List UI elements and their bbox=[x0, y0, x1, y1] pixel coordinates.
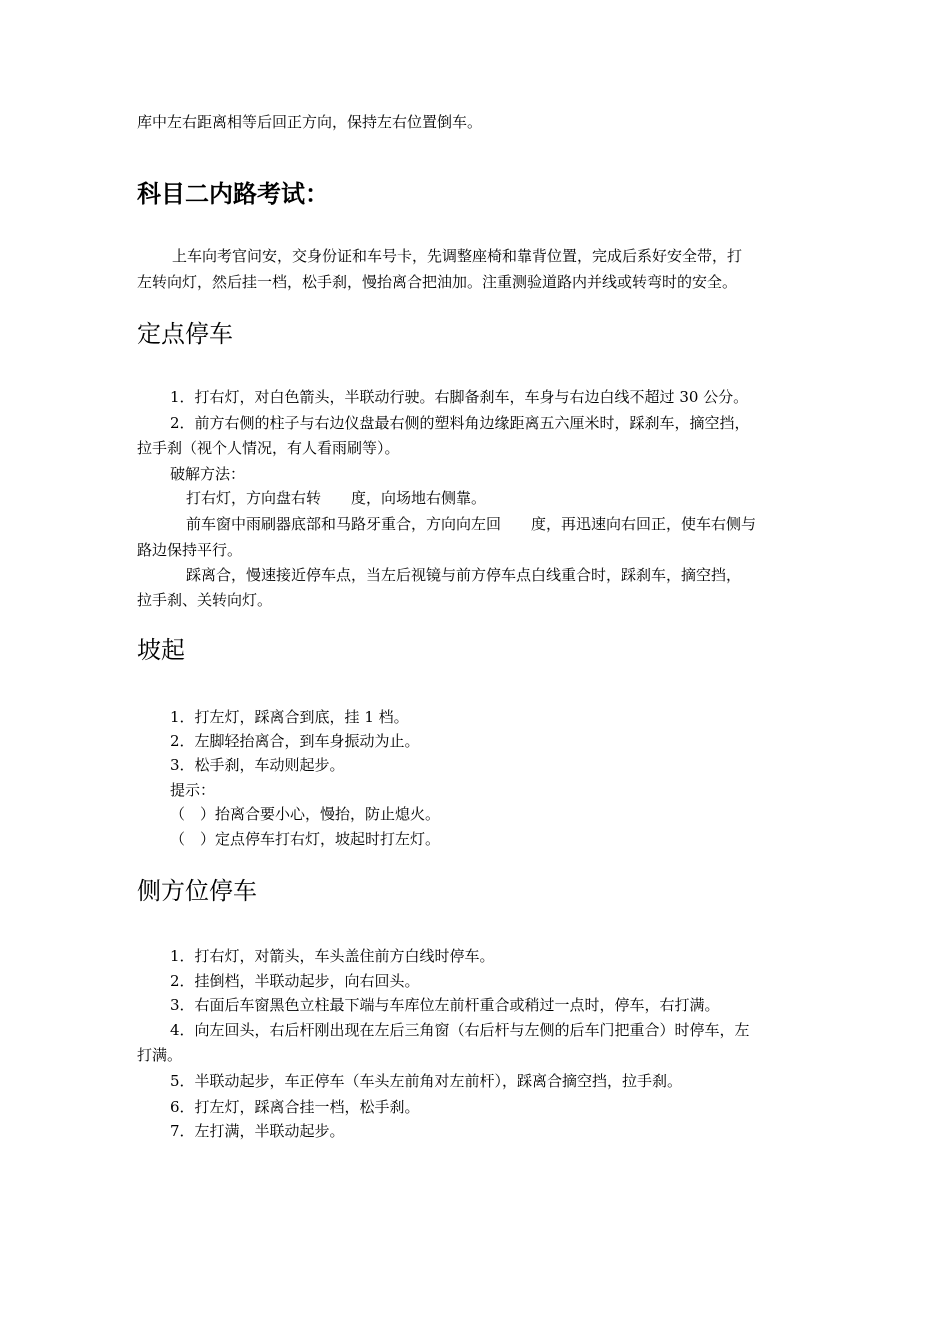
side-parking-item-4-line-1: 4．向左回头，右后杆刚出现在左后三角窗（右后杆与左侧的后车门把重合）时停车，左 bbox=[170, 1021, 750, 1039]
section-title-fixed-stop: 定点停车 bbox=[137, 320, 233, 348]
inner-road-paragraph-line-1: 上车向考官问安，交身份证和车号卡，先调整座椅和靠背位置，完成后系好安全带，打 bbox=[172, 247, 743, 265]
section-title-inner-road: 科目二内路考试： bbox=[137, 180, 329, 208]
fixed-stop-method-line-2b: 路边保持平行。 bbox=[137, 541, 243, 559]
hill-start-item-3: 3．松手刹，车动则起步。 bbox=[170, 756, 345, 774]
side-parking-item-1: 1．打右灯，对箭头，车头盖住前方白线时停车。 bbox=[170, 947, 495, 965]
side-parking-item-7: 7．左打满，半联动起步。 bbox=[170, 1122, 345, 1140]
hill-start-tip-label: 提示： bbox=[170, 781, 216, 799]
side-parking-item-5: 5．半联动起步，车正停车（车头左前角对左前杆），踩离合摘空挡，拉手刹。 bbox=[170, 1072, 683, 1090]
fixed-stop-item-2-line-2: 拉手刹（视个人情况，有人看雨刷等）。 bbox=[137, 439, 400, 457]
section-title-hill-start: 坡起 bbox=[137, 636, 185, 664]
inner-road-paragraph-line-2: 左转向灯，然后挂一档，松手刹，慢抬离合把油加。注重测验道路内并线或转弯时的安全。 bbox=[137, 273, 738, 291]
intro-text: 库中左右距离相等后回正方向，保持左右位置倒车。 bbox=[137, 113, 483, 131]
fixed-stop-method-line-3a: 踩离合，慢速接近停车点，当左后视镜与前方停车点白线重合时，踩刹车，摘空挡， bbox=[186, 566, 742, 584]
side-parking-item-3: 3．右面后车窗黑色立柱最下端与车库位左前杆重合或稍过一点时，停车，右打满。 bbox=[170, 996, 720, 1014]
section-title-side-parking: 侧方位停车 bbox=[137, 877, 257, 905]
fixed-stop-method-label: 破解方法： bbox=[170, 465, 246, 483]
hill-start-tip-2: （ ）定点停车打右灯，坡起时打左灯。 bbox=[170, 830, 441, 848]
fixed-stop-item-2-line-1: 2．前方右侧的柱子与右边仪盘最右侧的塑料角边缘距离五六厘米时，踩刹车，摘空挡， bbox=[170, 414, 750, 432]
hill-start-tip-1: （ ）抬离合要小心，慢抬，防止熄火。 bbox=[170, 805, 441, 823]
fixed-stop-method-line-2a: 前车窗中雨刷器底部和马路牙重合，方向向左回 度，再迅速向右回正，使车右侧与 bbox=[186, 515, 757, 533]
fixed-stop-method-line-1: 打右灯，方向盘右转 度，向场地右侧靠。 bbox=[186, 489, 487, 507]
fixed-stop-method-line-3b: 拉手刹、关转向灯。 bbox=[137, 591, 273, 609]
side-parking-item-6: 6．打左灯，踩离合挂一档，松手刹。 bbox=[170, 1098, 420, 1116]
hill-start-item-2: 2．左脚轻抬离合，到车身振动为止。 bbox=[170, 732, 420, 750]
hill-start-item-1: 1．打左灯，踩离合到底，挂 1 档。 bbox=[170, 708, 409, 726]
fixed-stop-item-1: 1．打右灯，对白色箭头，半联动行驶。右脚备刹车，车身与右边白线不超过 30 公分。 bbox=[170, 388, 749, 406]
side-parking-item-2: 2．挂倒档，半联动起步，向右回头。 bbox=[170, 972, 420, 990]
side-parking-item-4-line-2: 打满。 bbox=[137, 1046, 183, 1064]
